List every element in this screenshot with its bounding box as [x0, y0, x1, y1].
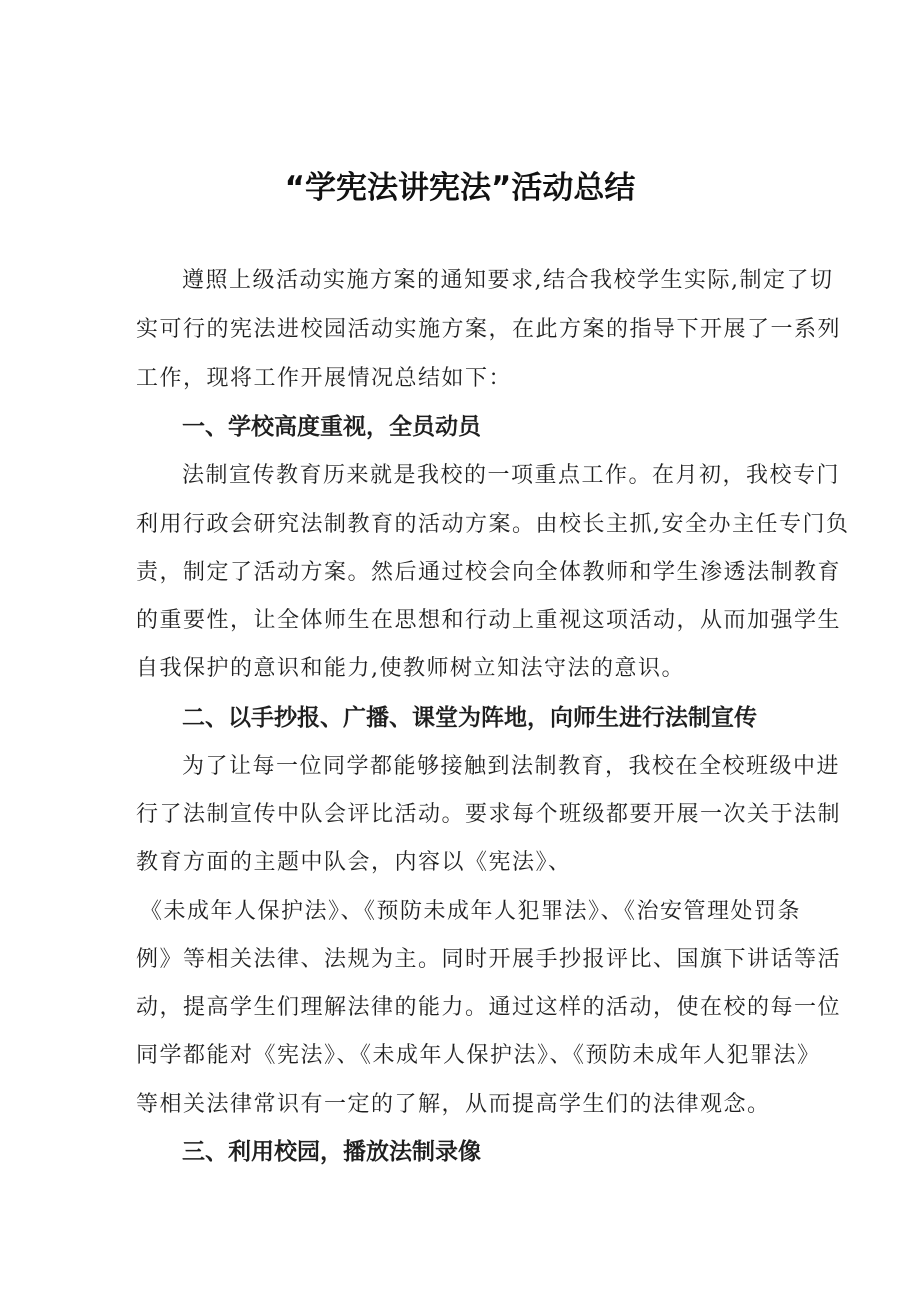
section1-line-2: 利用行政会研究法制教育的活动方案。由校长主抓,安全办主任专门负 — [136, 512, 850, 537]
section1-heading: 一、学校高度重视，全员动员 — [182, 414, 481, 440]
document-title: “学宪法讲宪法”活动总结 — [284, 170, 636, 206]
intro-line-2: 实可行的宪法进校园活动实施方案，在此方案的指导下开展了一系列 — [136, 317, 842, 342]
intro-line-1: 遵照上级活动实施方案的通知要求,结合我校学生实际,制定了切 — [182, 268, 834, 293]
section1-line-4: 的重要性，让全体师生在思想和行动上重视这项活动，从而加强学生 — [136, 608, 842, 633]
section2-line-2: 行了法制宣传中队会评比活动。要求每个班级都要开展一次关于法制 — [136, 802, 842, 827]
section2-line-7: 同学都能对《宪法》、《未成年人保护法》、《预防未成年人犯罪法》 — [136, 1043, 821, 1068]
section2-line-8: 等相关法律常识有一定的了解，从而提高学生们的法律观念。 — [136, 1092, 771, 1117]
section1-line-1: 法制宣传教育历来就是我校的一项重点工作。在月初，我校专门 — [182, 463, 841, 488]
section1-line-3: 责，制定了活动方案。然后通过校会向全体教师和学生渗透法制教育 — [136, 560, 842, 585]
intro-line-3: 工作，现将工作开展情况总结如下： — [136, 366, 513, 391]
section2-line-4: 《未成年人保护法》、《预防未成年人犯罪法》、《治安管理处罚条 — [140, 899, 802, 924]
section2-heading: 二、以手抄报、广播、课堂为阵地，向师生进行法制宣传 — [182, 705, 757, 731]
section2-line-1: 为了让每一位同学都能够接触到法制教育，我校在全校班级中进 — [182, 754, 841, 779]
section2-line-5: 例》等相关法律、法规为主。同时开展手抄报评比、国旗下讲话等活 — [136, 947, 842, 972]
section2-line-6: 动，提高学生们理解法律的能力。通过这样的活动，使在校的每一位 — [136, 995, 842, 1020]
section3-heading: 三、利用校园，播放法制录像 — [182, 1139, 481, 1165]
section2-line-3: 教育方面的主题中队会，内容以《宪法》、 — [136, 850, 572, 875]
section1-line-5: 自我保护的意识和能力,使教师树立知法守法的意识。 — [136, 656, 685, 681]
